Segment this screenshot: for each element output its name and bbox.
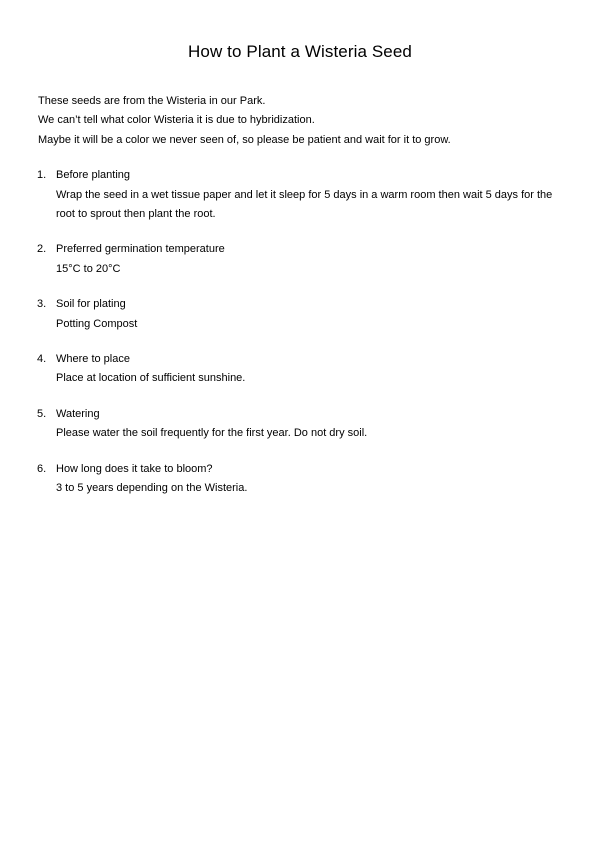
list-item-heading: Soil for plating [56,298,126,311]
list-item-detail: Potting Compost [56,317,138,330]
list-item-detail: 3 to 5 years depending on the Wisteria. [56,482,248,495]
intro-paragraph [38,92,562,150]
list-item-number: 5. [37,407,47,420]
intro-line-1: These seeds are from the Wisteria in our Park. [38,95,266,107]
list-item [37,166,562,224]
numbered-list [37,166,562,498]
list-item-number: 3. [37,298,47,311]
list-item-body [56,166,562,224]
list-item-heading: Where to place [56,353,130,366]
list-item-body [56,460,562,499]
list-item-heading: Watering [56,407,100,420]
list-item [37,295,562,334]
list-item-detail: root to sprout then plant the root. [56,208,216,221]
list-item-detail: 15°C to 20°C [56,262,121,275]
list-item-number: 1. [37,169,47,182]
list-item-body [56,350,562,389]
list-item-detail: Please water the soil frequently for the first year. Do not dry soil. [56,427,368,440]
list-item-number: 4. [37,353,47,366]
list-item-body [56,240,562,279]
page-title: How to Plant a Wisteria Seed [188,42,412,61]
list-item [37,405,562,444]
list-item-number: 2. [37,243,47,256]
list-item-body [56,405,562,444]
list-item [37,240,562,279]
intro-line-2: We can’t tell what color Wisteria it is due to hybridization. [38,114,315,127]
list-item-detail: Place at location of sufficient sunshine. [56,372,246,385]
list-item-heading: Before planting [56,169,130,182]
list-item-number: 6. [37,462,47,475]
list-item-detail: Wrap the seed in a wet tissue paper and let it sleep for 5 days in a warm room then wait 5 days for the [56,188,553,201]
list-item [37,350,562,389]
list-item-body [56,295,562,334]
list-item [37,460,562,499]
intro-line-3: Maybe it will be a color we never seen of, so please be patient and wait for it to grow. [38,133,451,146]
list-item-heading: How long does it take to bloom? [56,462,213,475]
list-item-heading: Preferred germination temperature [56,243,225,256]
